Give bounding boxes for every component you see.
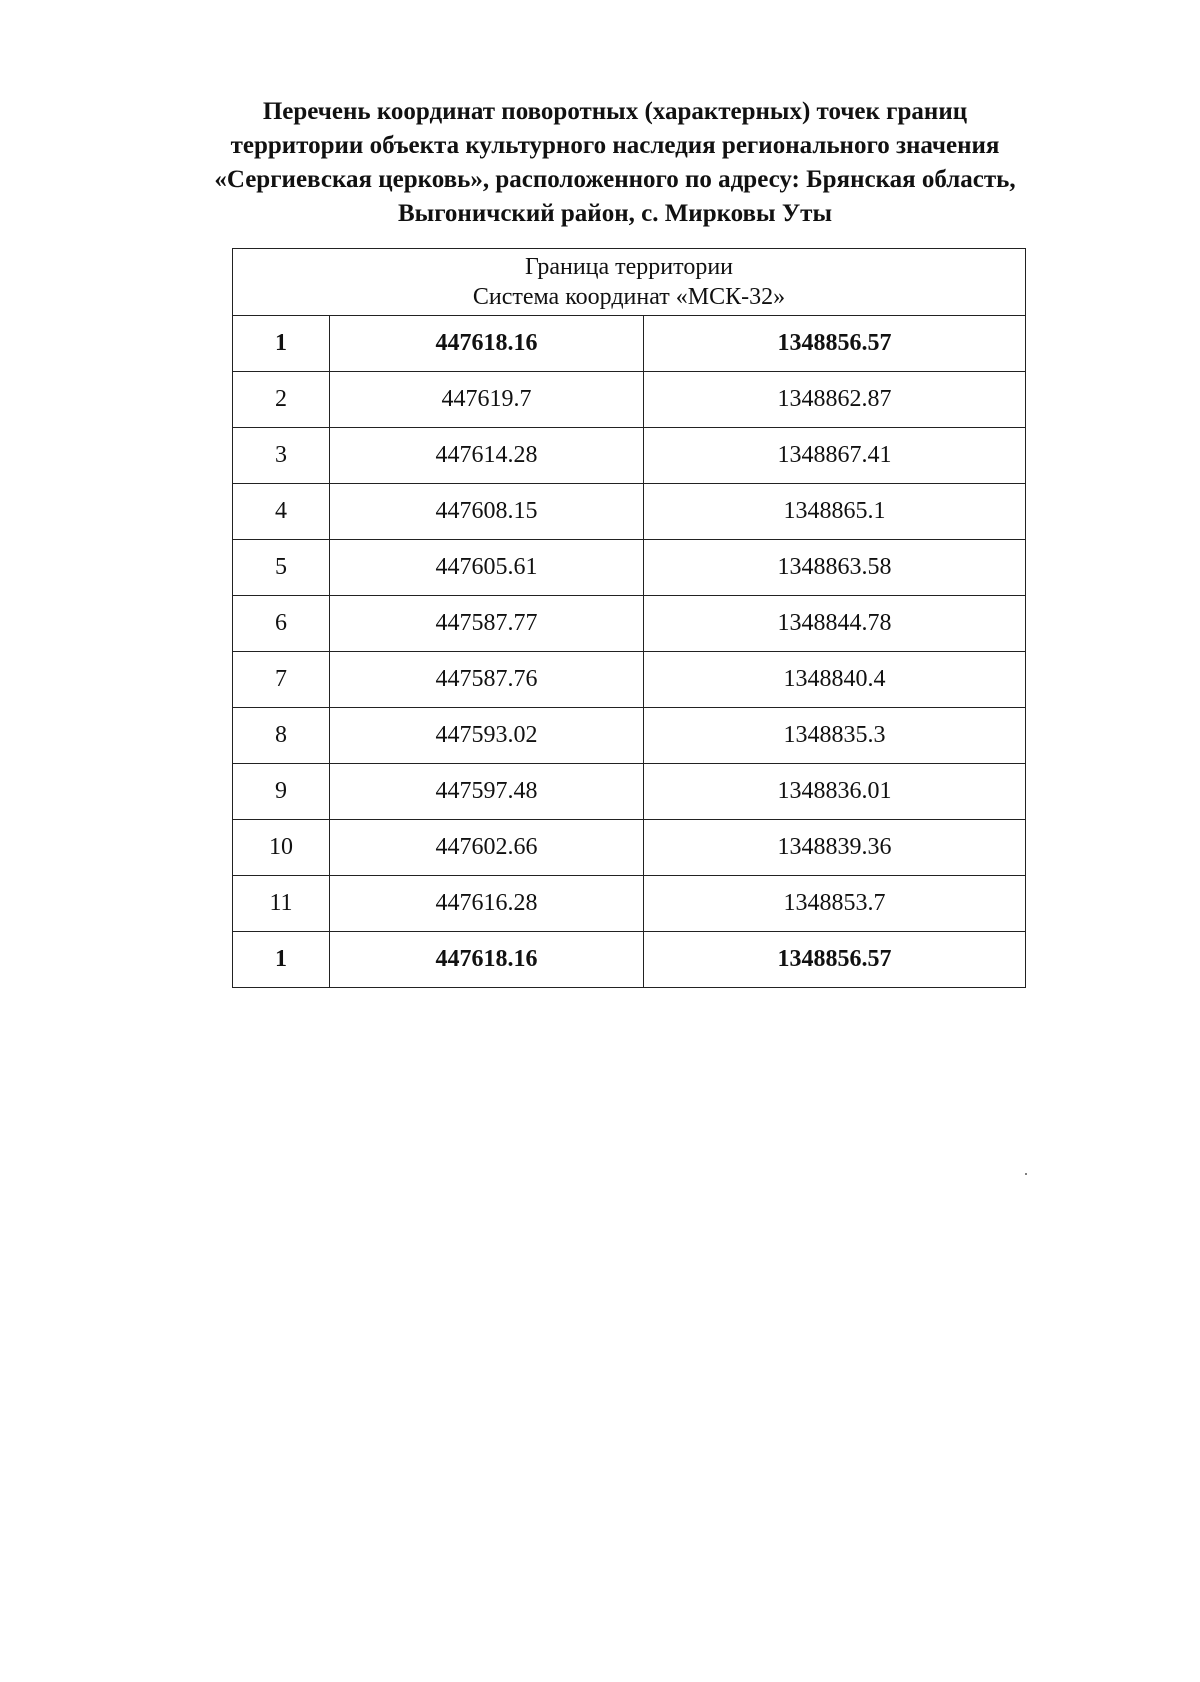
x-coordinate-cell: 447593.02	[330, 708, 644, 764]
x-coordinate-cell: 447597.48	[330, 764, 644, 820]
x-coordinate-cell: 447619.7	[330, 372, 644, 428]
y-coordinate-cell: 1348856.57	[644, 316, 1026, 372]
table-row	[233, 932, 1026, 988]
point-number-cell: 2	[233, 372, 330, 428]
y-coordinate-cell: 1348844.78	[644, 596, 1026, 652]
x-coordinate-cell: 447614.28	[330, 428, 644, 484]
table-row	[233, 652, 1026, 708]
table-body	[233, 316, 1026, 988]
coordinates-table	[232, 248, 1026, 988]
point-number-cell: 1	[233, 316, 330, 372]
point-number-cell: 10	[233, 820, 330, 876]
table-header-row	[233, 249, 1026, 316]
y-coordinate-cell: 1348839.36	[644, 820, 1026, 876]
x-coordinate-cell: 447605.61	[330, 540, 644, 596]
point-number-cell: 1	[233, 932, 330, 988]
x-coordinate-cell: 447618.16	[330, 316, 644, 372]
y-coordinate-cell: 1348867.41	[644, 428, 1026, 484]
point-number-cell: 8	[233, 708, 330, 764]
x-coordinate-cell: 447616.28	[330, 876, 644, 932]
header-coordinate-system: Система координат «МСК-32»	[472, 284, 786, 310]
point-number-cell: 6	[233, 596, 330, 652]
scan-speck	[1025, 1173, 1027, 1175]
table-row	[233, 596, 1026, 652]
point-number-cell: 4	[233, 484, 330, 540]
x-coordinate-cell: 447587.76	[330, 652, 644, 708]
table-row	[233, 428, 1026, 484]
table-row	[233, 820, 1026, 876]
point-number-cell: 5	[233, 540, 330, 596]
document-title	[150, 95, 1080, 231]
point-number-cell: 9	[233, 764, 330, 820]
y-coordinate-cell: 1348856.57	[644, 932, 1026, 988]
title-line: Выгоничский район, с. Мирковы Уты	[398, 200, 832, 227]
x-coordinate-cell: 447602.66	[330, 820, 644, 876]
x-coordinate-cell: 447618.16	[330, 932, 644, 988]
y-coordinate-cell: 1348862.87	[644, 372, 1026, 428]
title-line: территории объекта культурного наследия регионального значения	[230, 132, 1000, 159]
table-row	[233, 708, 1026, 764]
table-row	[233, 540, 1026, 596]
table-row	[233, 876, 1026, 932]
point-number-cell: 11	[233, 876, 330, 932]
y-coordinate-cell: 1348853.7	[644, 876, 1026, 932]
table-row	[233, 316, 1026, 372]
header-territory-label: Граница территории	[524, 254, 734, 280]
x-coordinate-cell: 447587.77	[330, 596, 644, 652]
point-number-cell: 7	[233, 652, 330, 708]
title-line: «Сергиевская церковь», расположенного по адресу: Брянская область,	[214, 166, 1016, 193]
table-header	[233, 249, 1026, 316]
table-row	[233, 372, 1026, 428]
y-coordinate-cell: 1348863.58	[644, 540, 1026, 596]
y-coordinate-cell: 1348835.3	[644, 708, 1026, 764]
y-coordinate-cell: 1348865.1	[644, 484, 1026, 540]
y-coordinate-cell: 1348840.4	[644, 652, 1026, 708]
table-row	[233, 764, 1026, 820]
table-row	[233, 484, 1026, 540]
x-coordinate-cell: 447608.15	[330, 484, 644, 540]
title-line: Перечень координат поворотных (характерных) точек границ	[262, 98, 968, 125]
y-coordinate-cell: 1348836.01	[644, 764, 1026, 820]
point-number-cell: 3	[233, 428, 330, 484]
